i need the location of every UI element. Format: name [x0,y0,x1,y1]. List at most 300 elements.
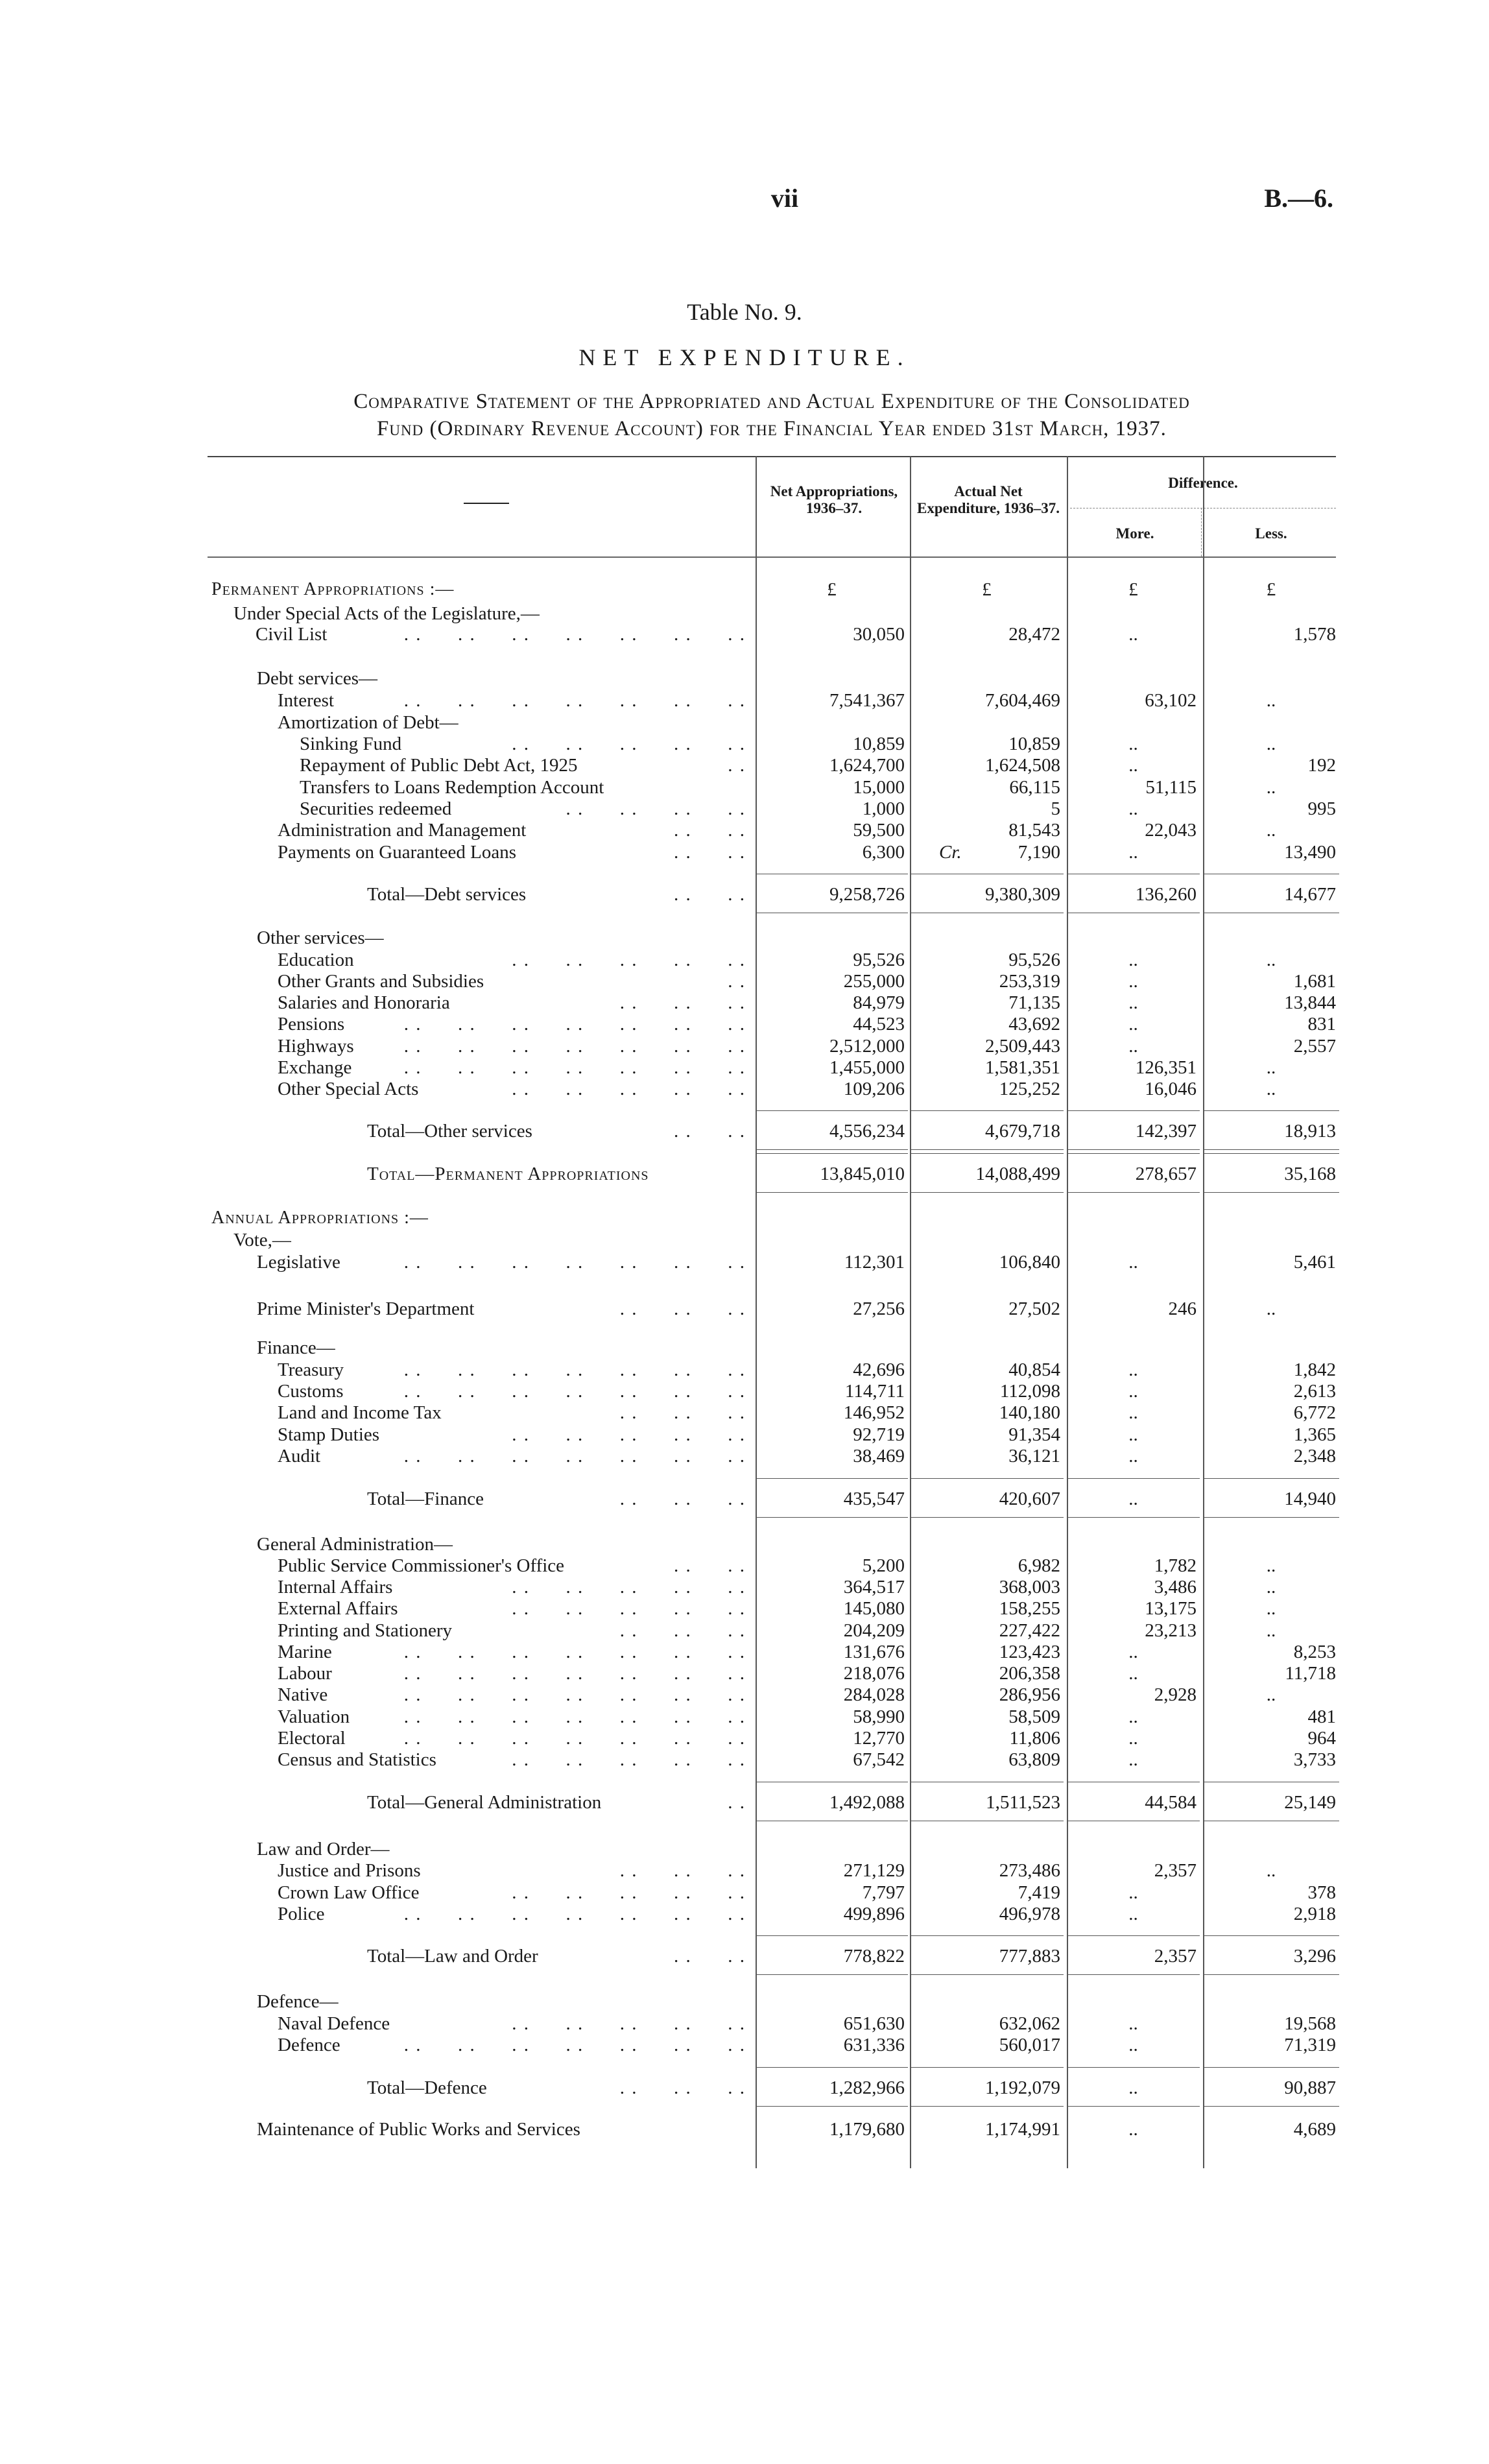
column-separator-rule [756,2106,908,2107]
cell-less: .. [1266,1577,1276,1597]
column-separator-rule [1203,1517,1339,1518]
column-separator-rule [756,1478,908,1479]
cell-more: 23,213 [1145,1620,1197,1641]
leader-dots: . . [728,755,746,776]
cell-net: 59,500 [853,820,905,841]
cell-more: .. [1128,755,1138,776]
leader-dots: . . . . . . [619,1860,746,1881]
column-separator-rule [756,1935,908,1936]
section-label: Debt services— [257,668,378,689]
leader-dots: . . . . . . . . . . . . . . [403,1684,746,1705]
cell-more: 44,584 [1145,1792,1197,1813]
cell-more: .. [1128,2077,1138,2098]
cell-more: 51,115 [1145,777,1197,798]
header-bottom-rule [208,556,1336,558]
cell-less: 14,677 [1284,884,1336,905]
cell-net: 651,630 [843,2013,905,2034]
cell-actual: 14,088,499 [975,1164,1060,1184]
row-label: Treasury [278,1359,344,1380]
cell-more: .. [1128,734,1138,754]
row-label: Interest [278,690,334,711]
column-separator-rule [910,1153,1064,1154]
cell-net: 109,206 [843,1079,905,1099]
cell-actual: 253,319 [999,971,1060,992]
cell-net: 7,797 [862,1882,905,1903]
cell-actual: 11,806 [1009,1728,1060,1749]
cell-less: 3,296 [1293,1946,1336,1967]
cell-actual: 28,472 [1008,624,1060,645]
row-label: Salaries and Honoraria [278,992,450,1013]
cell-actual: 1,624,508 [985,755,1060,776]
cell-actual: 206,358 [999,1663,1060,1684]
section-label: Annual Appropriations :— [211,1208,429,1228]
cell-more: 1,782 [1154,1555,1197,1576]
cell-net: 146,952 [843,1402,905,1423]
cell-more: .. [1128,1904,1138,1924]
cell-less: 2,557 [1293,1036,1336,1057]
cell-net: 364,517 [843,1577,905,1597]
row-label: Legislative [257,1252,340,1273]
row-label: Prime Minister's Department [257,1298,475,1319]
row-label: Audit [278,1446,321,1466]
cell-less: .. [1266,950,1276,970]
cell-actual: 66,115 [1009,777,1060,798]
column-separator-rule [910,1149,1064,1150]
cell-more: .. [1128,2119,1138,2140]
section-label: General Administration— [257,1534,453,1555]
row-label: Defence [278,2035,340,2055]
cell-net: 6,300 [862,842,905,863]
leader-dots: . . . . . . [619,1298,746,1319]
cell-less: .. [1266,734,1276,754]
leader-dots: . . . . . . . . . . [512,1079,746,1099]
leader-dots: . . . . [674,884,746,905]
column-separator-rule [910,1935,1064,1936]
cell-more: .. [1128,1014,1138,1035]
column-separator-rule [1067,1192,1200,1193]
cell-more: 126,351 [1135,1057,1197,1078]
cell-more: 2,928 [1154,1684,1197,1705]
leader-dots: . . . . . . [619,1489,746,1509]
table-number: Table No. 9. [687,299,802,325]
row-label: Native [278,1684,328,1705]
row-label: External Affairs [278,1598,398,1619]
cell-actual: 1,581,351 [985,1057,1060,1078]
leader-dots: . . . . . . [619,2077,746,2098]
column-separator-rule [1203,1192,1339,1193]
cell-actual: 58,509 [1008,1706,1060,1727]
section-label: Other services— [257,927,384,948]
cell-actual: 420,607 [999,1489,1060,1509]
currency-symbol: £ [827,579,837,600]
row-label: Justice and Prisons [278,1860,421,1881]
cell-less: .. [1266,1860,1276,1881]
cell-less: 995 [1307,798,1336,819]
row-label: Highways [278,1036,354,1057]
cell-actual: 1,511,523 [986,1792,1060,1813]
leader-dots: . . . . . . . . . . [512,1882,746,1903]
column-rule-3 [1067,456,1068,2168]
total-row-label: Total—Defence [367,2077,487,2098]
cell-less: 13,844 [1284,992,1336,1013]
cell-less: .. [1266,820,1276,841]
leader-dots: . . . . . . . . . . . . . . [403,1904,746,1924]
cell-net: 255,000 [843,971,905,992]
row-label: Internal Affairs [278,1577,393,1597]
leader-dots: . . . . . . [619,992,746,1013]
cell-less: 14,940 [1284,1489,1336,1509]
column-separator-rule [910,1110,1064,1111]
cell-net: 42,696 [853,1359,905,1380]
cell-less: .. [1266,777,1276,798]
cell-net: 1,179,680 [829,2119,905,2140]
credit-marker: Cr. [939,842,962,863]
cell-less: .. [1266,1298,1276,1319]
cell-net: 112,301 [844,1252,905,1273]
cell-actual: 1,192,079 [985,2077,1060,2098]
cell-actual: 7,190 [1018,842,1060,863]
cell-less: .. [1266,1079,1276,1099]
leader-dots: . . . . . . . . . . . . . . [403,1057,746,1078]
cell-net: 499,896 [843,1904,905,1924]
cell-less: 1,365 [1293,1424,1336,1445]
leader-dots: . . . . . . . . . . . . . . [403,1036,746,1057]
cell-actual: 5 [1051,798,1060,819]
leader-dots: . . . . . . [619,1402,746,1423]
cell-less: 18,913 [1284,1121,1336,1142]
cell-more: .. [1128,1706,1138,1727]
cell-more: 246 [1168,1298,1197,1319]
currency-symbol: £ [1266,579,1276,600]
column-separator-rule [1203,1478,1339,1479]
cell-less: 6,772 [1293,1402,1336,1423]
difference-divider [1201,508,1202,556]
cell-net: 1,492,088 [829,1792,905,1813]
cell-more: 142,397 [1135,1121,1197,1142]
cell-less: .. [1266,1684,1276,1705]
header-net-appropriations: Net Appropriations, 1936–37. [770,483,898,516]
cell-less: 11,718 [1285,1663,1336,1684]
cell-actual: 496,978 [999,1904,1060,1924]
total-row-label: Total—Permanent Appropriations [367,1164,649,1184]
cell-less: 481 [1307,1706,1336,1727]
cell-more: .. [1128,2035,1138,2055]
row-label: Sinking Fund [300,734,402,754]
column-separator-rule [1203,1153,1339,1154]
cell-actual: 10,859 [1008,734,1060,754]
section-label: Permanent Appropriations :— [211,579,455,599]
cell-more: 2,357 [1154,1860,1197,1881]
total-row-label: Total—Other services [367,1121,532,1142]
column-separator-rule [1203,2106,1339,2107]
row-label: Maintenance of Public Works and Services [257,2119,580,2140]
cell-more: 63,102 [1145,690,1197,711]
column-separator-rule [1203,1110,1339,1111]
cell-less: 5,461 [1293,1252,1336,1273]
total-row-label: Total—Debt services [367,884,527,905]
cell-actual: 7,419 [1018,1882,1060,1903]
leader-dots: . . . . . . . . . . . . . . [403,1252,746,1273]
cell-net: 92,719 [853,1424,905,1445]
column-separator-rule [1203,1935,1339,1936]
leader-dots: . . . . . . . . . . . . . . [403,1728,746,1749]
cell-net: 1,455,000 [829,1057,905,1078]
cell-actual: 95,526 [1008,950,1060,970]
section-label: Law and Order— [257,1839,390,1860]
cell-more: 16,046 [1145,1079,1197,1099]
cell-more: .. [1128,1489,1138,1509]
cell-actual: 91,354 [1008,1424,1060,1445]
row-label: Naval Defence [278,2013,390,2034]
cell-net: 204,209 [843,1620,905,1641]
cell-net: 27,256 [853,1298,905,1319]
row-label: Labour [278,1663,332,1684]
cell-net: 1,000 [862,798,905,819]
leader-dots: . . . . . . . . . . . . . . [403,1663,746,1684]
cell-actual: 227,422 [999,1620,1060,1641]
row-label: Civil List [256,624,328,645]
leader-dots: . . . . . . . . . . [512,1749,746,1770]
table-top-rule [208,456,1336,457]
column-separator-rule [756,1153,908,1154]
cell-less: 3,733 [1293,1749,1336,1770]
cell-net: 38,469 [853,1446,905,1466]
cell-net: 67,542 [853,1749,905,1770]
cell-actual: 6,982 [1018,1555,1060,1576]
cell-actual: 1,174,991 [985,2119,1060,2140]
cell-more: .. [1128,1359,1138,1380]
cell-net: 95,526 [853,950,905,970]
row-label: Repayment of Public Debt Act, 1925 [300,755,578,776]
page-number: vii [770,184,799,213]
cell-actual: 140,180 [999,1402,1060,1423]
cell-more: .. [1128,1381,1138,1402]
column-separator-rule [910,2067,1064,2068]
row-label: Exchange [278,1057,352,1078]
header-less: Less. [1255,525,1287,542]
header-difference: Difference. [1168,475,1238,491]
cell-net: 44,523 [853,1014,905,1035]
column-separator-rule [756,1517,908,1518]
cell-more: .. [1128,1446,1138,1466]
cell-net: 13,845,010 [820,1164,905,1184]
row-label: Electoral [278,1728,346,1749]
cell-net: 5,200 [862,1555,905,1576]
row-label: Crown Law Office [278,1882,420,1903]
section-label: Finance— [257,1337,335,1358]
cell-more: .. [1128,1424,1138,1445]
leader-dots: . . . . [674,1555,746,1576]
leader-dots: . . . . . . . . . . . . . . [403,2035,746,2055]
leader-dots: . . . . . . . . . . [512,1577,746,1597]
row-label: Securities redeemed [300,798,452,819]
cell-less: 964 [1307,1728,1336,1749]
column-separator-rule [910,1192,1064,1193]
leader-dots: . . . . . . . . . . . . . . [403,1014,746,1035]
cell-less: .. [1266,1598,1276,1619]
row-label: Payments on Guaranteed Loans [278,842,517,863]
leader-dots: . . . . . . . . . . . . . . [403,624,746,645]
cell-net: 4,556,234 [829,1121,905,1142]
cell-more: .. [1128,1749,1138,1770]
leader-dots: . . . . . . . . . . . . . . [403,1642,746,1662]
cell-net: 145,080 [843,1598,905,1619]
cell-actual: 368,003 [999,1577,1060,1597]
leader-dots: . . . . [674,1946,746,1967]
cell-net: 2,512,000 [829,1036,905,1057]
cell-actual: 158,255 [999,1598,1060,1619]
column-separator-rule [1067,1478,1200,1479]
row-label: Customs [278,1381,344,1402]
table-title: NET EXPENDITURE. [578,344,911,370]
cell-more: .. [1128,1728,1138,1749]
leader-dots: . . . . . . . . . . [512,950,746,970]
column-rule-4 [1203,456,1204,2168]
cell-less: 71,319 [1284,2035,1336,2055]
cell-net: 778,822 [843,1946,905,1967]
cell-net: 284,028 [843,1684,905,1705]
row-label: Transfers to Loans Redemption Account [300,777,604,798]
cell-less: 8,253 [1293,1642,1336,1662]
leader-dots: . . . . . . . . . . . . . . [403,1706,746,1727]
cell-more: .. [1128,1882,1138,1903]
cell-net: 30,050 [853,624,905,645]
cell-less: 35,168 [1284,1164,1336,1184]
cell-less: 13,490 [1284,842,1336,863]
cell-net: 131,676 [843,1642,905,1662]
currency-symbol: £ [982,579,992,600]
column-separator-rule [910,1517,1064,1518]
cell-more: .. [1128,992,1138,1013]
cell-less: 4,689 [1293,2119,1336,2140]
row-label: Marine [278,1642,332,1662]
cell-actual: 43,692 [1008,1014,1060,1035]
cell-actual: 36,121 [1008,1446,1060,1466]
cell-actual: 40,854 [1008,1359,1060,1380]
cell-net: 15,000 [853,777,905,798]
cell-actual: 63,809 [1008,1749,1060,1770]
cell-less: 25,149 [1284,1792,1336,1813]
cell-more: .. [1128,624,1138,645]
cell-net: 1,624,700 [829,755,905,776]
cell-more: .. [1128,1642,1138,1662]
cell-less: 2,918 [1293,1904,1336,1924]
row-label: Other Special Acts [278,1079,419,1099]
cell-net: 84,979 [853,992,905,1013]
leader-dots: . . . . [674,820,746,841]
column-separator-rule [756,1149,908,1150]
cell-net: 9,258,726 [829,884,905,905]
cell-more: .. [1128,1036,1138,1057]
cell-less: 90,887 [1284,2077,1336,2098]
cell-actual: 777,883 [999,1946,1060,1967]
cell-net: 271,129 [843,1860,905,1881]
cell-more: .. [1128,1663,1138,1684]
leader-dots: . . . . . . . . . . . . . . [403,690,746,711]
cell-more: .. [1128,1402,1138,1423]
leader-dots: . . . . . . . . . . . . . . [403,1359,746,1380]
cell-net: 12,770 [853,1728,905,1749]
cell-less: 2,348 [1293,1446,1336,1466]
cell-net: 114,711 [844,1381,905,1402]
column-separator-rule [1067,1149,1200,1150]
column-separator-rule [1203,1974,1339,1975]
row-label: Stamp Duties [278,1424,380,1445]
cell-actual: 71,135 [1008,992,1060,1013]
row-label: Administration and Management [278,820,527,841]
column-separator-rule [756,1974,908,1975]
cell-more: 3,486 [1154,1577,1197,1597]
section-label: Amortization of Debt— [278,712,459,733]
cell-less: .. [1266,1057,1276,1078]
leader-dots: . . . . . . . . . . [512,734,746,754]
leader-dots: . . . . . . . . . . [512,2013,746,2034]
cell-more: .. [1128,971,1138,992]
cell-actual: 7,604,469 [985,690,1060,711]
cell-less: 1,681 [1293,971,1336,992]
cell-actual: 2,509,443 [985,1036,1060,1057]
document-reference: B.—6. [1264,184,1333,213]
cell-less: 192 [1307,755,1336,776]
leader-dots: . . . . . . [619,1620,746,1641]
cell-more: .. [1128,1252,1138,1273]
column-separator-rule [1067,2067,1200,2068]
column-rule-2 [910,456,911,2168]
cell-actual: 632,062 [999,2013,1060,2034]
leader-dots: . . . . . . . . . . . . . . [403,1446,746,1466]
cell-more: 2,357 [1154,1946,1197,1967]
cell-less: 2,613 [1293,1381,1336,1402]
row-label: Public Service Commissioner's Office [278,1555,565,1576]
row-label: Census and Statistics [278,1749,436,1770]
total-row-label: Total—General Administration [367,1792,602,1813]
column-separator-rule [1067,1974,1200,1975]
cell-actual: 106,840 [999,1252,1060,1273]
leader-dots: . . . . . . . . . . . . . . [403,1381,746,1402]
cell-less: 378 [1307,1882,1336,1903]
row-label: Printing and Stationery [278,1620,453,1641]
header-more: More. [1115,525,1154,542]
cell-more: 278,657 [1135,1164,1197,1184]
cell-actual: 273,486 [999,1860,1060,1881]
blank-column-dash [464,503,509,504]
cell-net: 1,282,966 [829,2077,905,2098]
cell-net: 631,336 [843,2035,905,2055]
cell-actual: 81,543 [1008,820,1060,841]
leader-dots: . . [728,1792,746,1813]
column-separator-rule [910,1478,1064,1479]
column-separator-rule [756,1192,908,1193]
column-separator-rule [1067,1935,1200,1936]
column-separator-rule [756,2067,908,2068]
row-label: Education [278,950,354,970]
cell-more: .. [1128,950,1138,970]
row-label: Pensions [278,1014,345,1035]
cell-net: 7,541,367 [829,690,905,711]
column-separator-rule [756,1110,908,1111]
section-label: Vote,— [233,1230,291,1250]
cell-less: .. [1266,1555,1276,1576]
cell-actual: 9,380,309 [985,884,1060,905]
leader-dots: . . . . [674,842,746,863]
leader-dots: . . [728,971,746,992]
column-separator-rule [1067,1153,1200,1154]
cell-less: 1,578 [1293,624,1336,645]
cell-net: 58,990 [853,1706,905,1727]
subtitle-line-1: Comparative Statement of the Appropriated and Actual Expenditure of the Consolidated [353,390,1190,413]
leader-dots: . . . . . . . . . . [512,1598,746,1619]
cell-less: 19,568 [1284,2013,1336,2034]
